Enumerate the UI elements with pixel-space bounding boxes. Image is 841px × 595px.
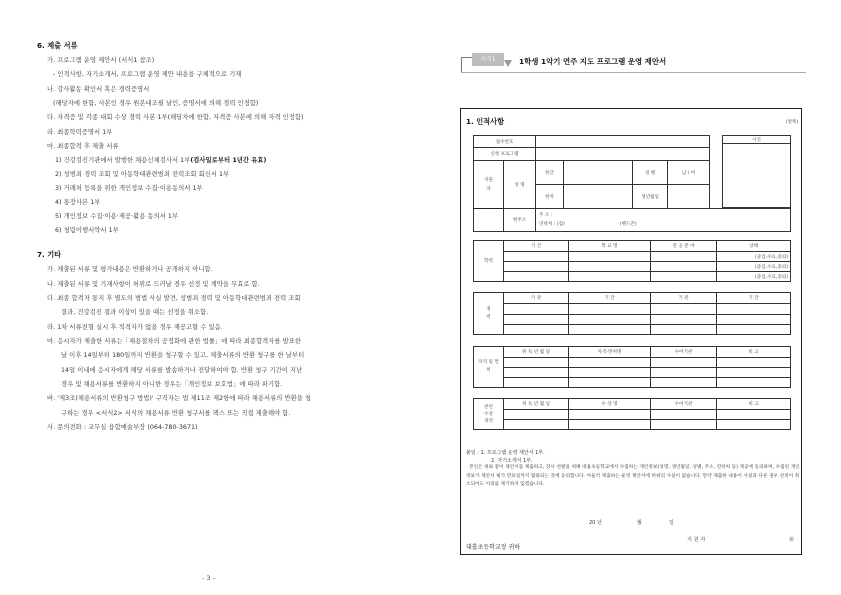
cell[interactable] (504, 324, 569, 334)
section7-item: 경우 및 채용서류를 반환하지 아니한 경우는「개인정보 보호법」에 따라 파기함. (61, 381, 283, 388)
cell[interactable] (504, 410, 569, 420)
status-cell[interactable]: (졸업,수료,중퇴) (717, 272, 791, 282)
awards-label: 관련 수상 경력 (474, 399, 504, 430)
section7-item: 라. 1차 서류전형 실시 후 적격자가 없을 경우 재공고할 수 있음. (47, 324, 223, 331)
cell[interactable] (651, 252, 717, 262)
col-status: 상태 (717, 241, 791, 252)
page-number: - 3 - (202, 574, 215, 582)
recipient: 대흘초등학교장 귀하 (466, 544, 521, 551)
section7-item: 바. '제3조(채용서류의 반환청구 방법)' 구직자는 법 제11조 제2항에 따라 채용서류의 반환을 청 (47, 395, 312, 402)
col-note: 비 고 (717, 347, 791, 358)
section7-item: 가. 제출된 서류 및 평가내용은 반환하거나 공개하지 아니함. (47, 266, 213, 273)
section6-item: 다. 자격증 및 각종 대회 수상 경력 사본 1부(해당자에 한함, 자격증 사본에 의해 자격 인정함) (47, 114, 304, 121)
education-label: 학력 (474, 241, 504, 282)
section7-item: 날 이후 14일부터 180일까지 반환을 청구할 수 있고, 제출서류의 반환 청구를 한 날부터 (61, 352, 305, 359)
hangul-name-field[interactable] (564, 161, 633, 185)
final-doc-validity: (검사일로부터 1년간 유효) (190, 157, 267, 164)
applicant-sign-label: 지 원 자 (687, 537, 706, 543)
attachments (466, 449, 545, 465)
col-period: 기 간 (569, 293, 651, 304)
cell[interactable] (651, 410, 717, 420)
cell[interactable] (717, 358, 791, 368)
cell[interactable] (717, 314, 791, 324)
col-date: 취 득 년 월 일 (504, 347, 569, 358)
license-table (473, 346, 791, 388)
section7-item: 나. 제출된 서류 및 기재사항이 허위로 드러날 경우 선정 및 계약을 무효로 함. (47, 281, 260, 288)
personal-info-table (473, 135, 710, 209)
education-table (473, 240, 791, 282)
cell[interactable] (504, 378, 569, 388)
section7-item: 14일 이내에 응시자에게 해당 서류를 발송하거나 전달하여야 함. 반환 청구 기간이 지난 (61, 367, 303, 374)
final-doc-text: 1) 건강검진기관에서 발행한 채용신체검사서 1부 (55, 157, 191, 164)
applicant-label: 지원자 (474, 161, 504, 209)
col-issuer: 수여기관 (651, 347, 717, 358)
cell[interactable] (504, 262, 569, 272)
col-major: 전 공 분 야 (651, 241, 717, 252)
name-label: 성 명 (504, 161, 536, 209)
cell[interactable] (651, 368, 717, 378)
section7-item: 결과, 건강검진 결과 이상이 있을 때는 선정을 취소함. (61, 309, 209, 316)
cell[interactable] (504, 304, 569, 314)
cell[interactable] (717, 420, 791, 430)
section7-item: 마. 응시자가 제출한 서류는「채용절차의 공정화에 관한 법률」에 따라 최종합격자를 발표한 (47, 338, 301, 345)
cell[interactable] (651, 314, 717, 324)
cell[interactable] (504, 272, 569, 282)
col-period: 기 간 (504, 241, 569, 252)
address-field[interactable] (536, 209, 791, 232)
photo-area[interactable] (723, 144, 791, 208)
left-page (0, 0, 420, 595)
section6-item: 라. 최종학력증명서 1부 (47, 129, 113, 136)
section7-title: 7. 기타 (37, 250, 62, 259)
section6-item: 나. 강사활동 확인서 혹은 경력증명서 (47, 86, 150, 93)
program-label: 신청 프로그램 (474, 148, 536, 161)
cell[interactable] (569, 324, 651, 334)
title-underline (461, 72, 806, 73)
gender-label: 성 별 (633, 161, 668, 185)
section6-item: 마. 최종합격 후 제출 서류 (47, 143, 119, 150)
cell[interactable] (569, 420, 651, 430)
career-label: 경 력 (474, 293, 504, 335)
date-month: 월 (637, 520, 642, 526)
seal-icon: ㊞ (789, 537, 795, 543)
cell[interactable] (717, 410, 791, 420)
career-table (473, 292, 791, 335)
cell[interactable] (569, 272, 651, 282)
cell[interactable] (651, 304, 717, 314)
cell[interactable] (504, 358, 569, 368)
cell[interactable] (569, 304, 651, 314)
cell[interactable] (504, 252, 569, 262)
cell[interactable] (717, 368, 791, 378)
cell[interactable] (569, 378, 651, 388)
col-award-name: 수 상 명 (569, 399, 651, 410)
awards-table (473, 398, 791, 430)
cell[interactable] (651, 378, 717, 388)
cell[interactable] (569, 252, 651, 262)
gender-field[interactable]: 남 / 여 (668, 161, 710, 185)
photo-label: 사진 (723, 136, 791, 144)
cell[interactable] (569, 410, 651, 420)
section6-item: (해당자에 한함, 사본인 경우 원본대조필 날인, 증명서에 의해 경력 인정함) (53, 100, 259, 107)
cell[interactable] (504, 420, 569, 430)
attachment-item: 붙임 : 1. 프로그램 운영 제안서 1부. (466, 450, 545, 456)
final-doc-item: 6) 청렴이행서약서 1부 (55, 227, 119, 234)
cell[interactable] (651, 262, 717, 272)
tab-arrow-icon (504, 60, 512, 67)
receipt-no-field[interactable] (536, 136, 710, 148)
applicant-label-cont (474, 209, 504, 232)
cell[interactable] (569, 262, 651, 272)
col-license-name: 자격·면허명 (569, 347, 651, 358)
receipt-no-label: 접수번호 (474, 136, 536, 148)
cell[interactable] (569, 358, 651, 368)
cell[interactable] (504, 368, 569, 378)
status-cell[interactable]: (졸업,수료,중퇴) (717, 252, 791, 262)
program-field[interactable] (536, 148, 710, 161)
birth-field[interactable] (668, 185, 710, 209)
cell[interactable] (504, 314, 569, 324)
form-tab-label: 서식1 (472, 53, 504, 66)
address-text: 주 소 : (539, 213, 553, 218)
cell[interactable] (717, 324, 791, 334)
section7-item: 사. 문의전화 : 교무실 융합예술부장 (064-780-3671) (47, 424, 198, 431)
final-doc-item: 3) 거래처 등록을 위한 개인정보 수집·이용동의서 1부 (55, 185, 203, 192)
cell[interactable] (717, 304, 791, 314)
col-note: 비 고 (717, 399, 791, 410)
address-table (473, 208, 791, 232)
final-doc-item: 4) 통장사본 1부 (55, 199, 101, 206)
photo-box (722, 135, 791, 208)
col-school: 학 교 명 (569, 241, 651, 252)
section6-title: 6. 제출 서류 (37, 41, 78, 50)
hanja-label: 한자 (536, 185, 564, 209)
cell[interactable] (717, 378, 791, 388)
cell[interactable] (651, 324, 717, 334)
col-period: 기 간 (717, 293, 791, 304)
license-label: 자격 및 면허 (474, 347, 504, 388)
final-doc-item: 2) 성범죄 경력 조회 및 아동학대관련범죄 전력조회 회신서 1부 (55, 171, 230, 178)
col-org: 기 관 (504, 293, 569, 304)
cell[interactable] (651, 272, 717, 282)
front-side-mark: (앞쪽) (786, 120, 799, 125)
cell[interactable] (651, 358, 717, 368)
attachment-item: 2. 자기소개서 1부. (491, 458, 533, 464)
hanja-name-field[interactable] (564, 185, 633, 209)
final-doc-item (55, 155, 266, 164)
hangul-label: 한글 (536, 161, 564, 185)
home-phone-label: 연락처 : (집) (539, 222, 565, 227)
status-cell[interactable]: (졸업,수료,중퇴) (717, 262, 791, 272)
mobile-label: (핸드폰) (619, 222, 637, 227)
consent-text: 본인은 위와 같이 제안서를 제출하고, 강사 선발을 위해 대흘초등학교에서 수집하는 개인정보(성명, 생년월일, 성별, 주소, 연락처 등) 제공에 동의하며, 수집된 개인정보가 제안서 평가 만료일까지 활용되는 것에 동의합니다. 아울러 제출하는 운영 제안서에 허위의 사실이 없습니다. 만약 제출한 내용이 사실과 다른 경우 선정이 취소되어도 이의를 제기하지 않겠습니다. (466, 465, 800, 488)
date-year: 20 년 (589, 520, 602, 526)
final-doc-item: 5) 개인정보 수집·이용·제공·활용 동의서 1부 (55, 213, 179, 220)
cell[interactable] (651, 420, 717, 430)
col-date: 취 득 년 월 일 (504, 399, 569, 410)
col-issuer: 수여기관 (651, 399, 717, 410)
form-title: 1학생 1악기 연주 지도 프로그램 운영 제안서 (519, 57, 667, 66)
section-title: 1. 인적사항 (466, 117, 505, 126)
cell[interactable] (569, 368, 651, 378)
section7-item: 구하는 경우 <서식2> 서식의 채용서류 반환 청구서를 팩스 또는 직접 제출해야 함. (61, 410, 291, 417)
section6-item: 가. 프로그램 운영 제안서 (서식1 참조) (47, 57, 155, 64)
date-day: 일 (669, 520, 674, 526)
birth-label: 생년월일 (633, 185, 668, 209)
col-org: 기 관 (651, 293, 717, 304)
contact-line (539, 220, 790, 229)
address-label: 현주소 (504, 209, 536, 232)
cell[interactable] (569, 314, 651, 324)
section6-item: - 인적사항, 자기소개서, 프로그램 운영 제안 내용을 구체적으로 기재 (53, 71, 242, 78)
section7-item: 다. 최종 합격자 통지 후 별도의 범법 사실 발견, 성범죄 경력 및 아동학대관련범죄 전력 조회 (47, 295, 301, 302)
